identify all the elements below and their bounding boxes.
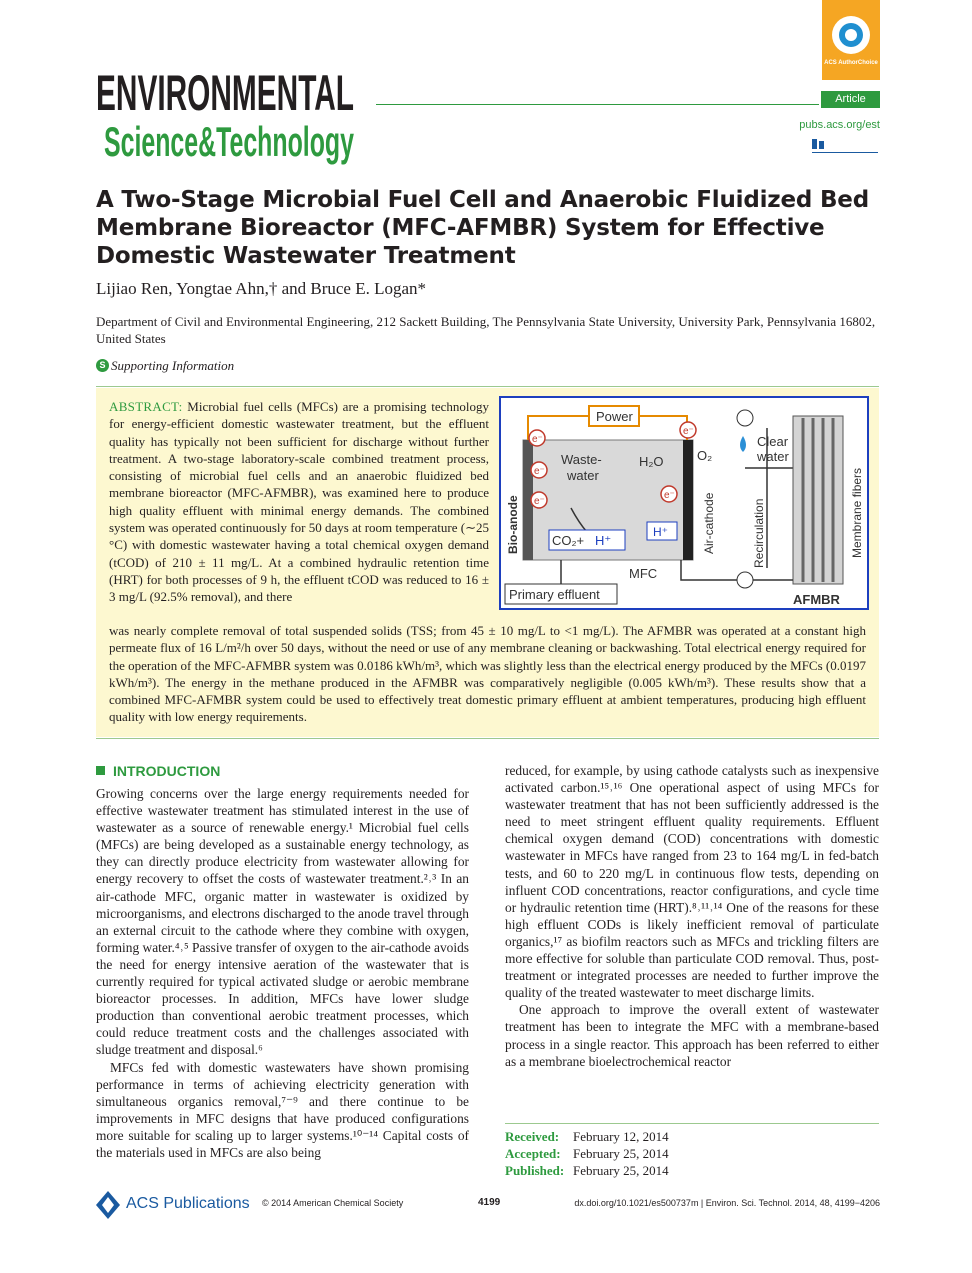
acs-logo-icon[interactable] (96, 1191, 120, 1219)
article-type-tag: Article (821, 91, 880, 108)
toc-air-cathode: Air-cathode (702, 492, 716, 554)
intro-paragraph-2: MFCs fed with domestic wastewaters have shown promising performance in terms of achieving electricity generation with simultaneous organics removal,⁷⁻⁹ and there continue to be improvements in MFC designs that have produced configurations more suitable for scaling up to larger systems.¹⁰⁻¹⁴ Capital costs of the materials used in MFCs are also being (96, 1059, 469, 1160)
journal-logo (96, 62, 358, 166)
abstract-label: ABSTRACT: (109, 399, 183, 414)
toc-membrane-fibers: Membrane fibers (850, 467, 864, 558)
introduction-heading-text: INTRODUCTION (113, 763, 221, 779)
toc-h-plus-1: H⁺ (595, 533, 612, 548)
heading-square-icon (96, 766, 105, 775)
abstract-top-rule (96, 386, 879, 387)
article-title: A Two-Stage Microbial Fuel Cell and Anaerobic Fluidized Bed Membrane Bioreactor (MFC-AFMBR) System for Effective Domestic Wastewater Treatment (96, 187, 869, 269)
section-heading-introduction (96, 763, 220, 779)
right-column (505, 762, 879, 1070)
toc-wastewater-2: water (567, 468, 599, 483)
toc-mfc: MFC (629, 566, 658, 581)
affiliation: Department of Civil and Environmental Engineering, 212 Sackett Building, The Pennsylvania State University, University Park, Pennsylvania 16802, United States (96, 314, 876, 346)
toc-bio-anode: Bio-anode (506, 495, 520, 554)
abstract-box (96, 388, 879, 737)
supporting-info-icon[interactable]: S (96, 359, 109, 372)
abstract-text-part1: Microbial fuel cells (MFCs) are a promising technology for energy-efficient domestic wastewater treatment, but the effluent quality has typically not been sufficient for discharge without further treatment. A two-stage laboratory-scale combined treatment process, consisting of microbial fuel cells and an anaerobic fluidized bed membrane bioreactor (MFC-AFMBR), was examined here to produce high quality effluent with minimal energy demands. The combined system was operated continuously for 50 days at room temperature (∼25 °C) with domestic wastewater having a total chemical oxygen demand (tCOD) of 210 ± 11 mg/L. At a combined hydraulic retention time (HRT) for both processes of 9 h, the effluent tCOD was reduced to 16 ± 3 mg/L (92.5% removal), and there (109, 399, 489, 605)
toc-h2o: H₂O (639, 454, 664, 469)
toc-recirculation: Recirculation (752, 498, 766, 568)
page-number: 4199 (478, 1197, 501, 1208)
badge-label: ACS AuthorChoice (824, 60, 878, 66)
supporting-info-link[interactable]: Supporting Information (111, 358, 235, 373)
publication-dates (505, 1128, 879, 1179)
toc-h-plus-2: H⁺ (653, 525, 668, 539)
toc-graphic (499, 396, 869, 610)
acs-publications-link[interactable]: ACS Publications (126, 1195, 250, 1212)
toc-electron-2: e⁻ (683, 426, 694, 437)
toc-electron-5: e⁻ (664, 490, 675, 501)
intro-paragraph-1: Growing concerns over the large energy requirements needed for effective wastewater treatment has stimulated interest in the use of wastewater as a source of renewable energy.¹ Microbial fuel cells (MFCs) are being developed as a sustainable energy technology, as they can directly produce electricity from wastewater allowing for energy recovery to offset the costs of wastewater treatment.²˒³ In an air-cathode MFC, organic matter in wastewater is oxidized by microorganisms, and electrons discharged to the anode travel through an external circuit to the cathode where they combine with oxygen, forming water.⁴˒⁵ Passive transfer of oxygen to the air-cathode avoids the need for energy intensive aeration of the wastewater that is currently required for typical activated sludge or aerobic membrane bioreactor processes. In addition, MFCs have lower sludge production than conventional aerobic treatment processes, which could reduce treatment costs and the challenges associated with sludge treatment and disposal.⁶ (96, 786, 469, 1058)
intro-paragraph-4: One approach to improve the overall extent of wastewater treatment has been to integrate the MFC with a membrane-based process in a single reactor. This approach has been referred to either as a membrane bioelectrochemical reactor (505, 1002, 879, 1069)
left-column (96, 785, 469, 1161)
toc-co2-h: CO₂+ (552, 533, 585, 548)
toc-clear-water: water (757, 449, 789, 464)
toc-power-label: Power (596, 409, 633, 424)
dates-rule (505, 1123, 879, 1124)
doi-citation-link[interactable]: dx.doi.org/10.1021/es500737m | Environ. Sci. Technol. 2014, 48, 4199−4206 (574, 1198, 880, 1208)
copyright: © 2014 American Chemical Society (262, 1198, 404, 1208)
journal-logo-line1: ENVIRONMENTAL (96, 65, 354, 121)
journal-url-link[interactable]: pubs.acs.org/est (799, 119, 880, 131)
toc-electron-3: e⁻ (534, 466, 545, 477)
toc-electron-4: e⁻ (534, 496, 545, 507)
received-date-row: Received: February 12, 2014 (505, 1129, 669, 1144)
abstract-text-part2: was nearly complete removal of total suspended solids (TSS; from 45 ± 10 mg/L to <1 mg/L). The AFMBR was operated at a constant high permeate flux of 16 L/m²/h over 50 days, without the need or use of any membrane cleaning or backwashing. Total electrical energy required for the operation of the MFC-AFMBR system was 0.0186 kWh/m³, which was slightly less than the electrical energy produced by the MFCs (0.0197 kWh/m³). The energy in the methane produced in the AFMBR was comparatively negligible (0.005 kWh/m³). These results show that a combined MFC-AFMBR system could be used to effectively treat domestic primary effluent at ambient temperatures, producing high effluent quality with low energy requirements. (109, 623, 866, 725)
abstract-text-wrapped (109, 398, 489, 606)
toc-primary-effluent: Primary effluent (509, 587, 600, 602)
abstract-bottom-rule (96, 738, 879, 739)
toc-electron-1: e⁻ (532, 434, 543, 445)
intro-paragraph-3: reduced, for example, by using cathode catalysts such as inexpensive activated carbon.¹⁵˒¹⁶ One operational aspect of using MFCs for wastewater treatment that has not been sufficiently addressed is the need to meet stringent effluent quality requirements. Effluent chemical oxygen demand (COD) concentrations with domestic wastewater in MFCs have ranged from 23 to 164 mg/L in fed-batch tests, and 60 to 220 mg/L in continuous flow tests, depending on influent COD concentrations, reactor configurations, and cycle time or hydraulic retention time (HRT).⁸˒¹¹˒¹⁴ One of the reasons for these high effluent CODs is likely inefficient removal of particulate organics,¹⁷ as biofilm reactors such as MFCs and trickling filters are more effective for soluble than particulate COD removal. Thus, post-treatment or integrated processes are needed to further improve the quality of the treated wastewater to meet discharge limits. (505, 763, 879, 1001)
header-rule (376, 104, 819, 105)
acs-authorchoice-badge[interactable] (822, 0, 880, 80)
toc-afmbr: AFMBR (793, 592, 840, 607)
accepted-date-row: Accepted: February 25, 2014 (505, 1146, 669, 1161)
terms-rule (812, 152, 878, 153)
journal-logo-line2: Science&Technology (104, 118, 355, 165)
published-date-row: Published: February 25, 2014 (505, 1163, 669, 1178)
terms-of-use-icon[interactable] (812, 139, 824, 151)
author-list: Lijiao Ren, Yongtae Ahn,† and Bruce E. Logan* (96, 279, 427, 298)
toc-clear: Clear (757, 434, 789, 449)
toc-o2: O₂ (697, 448, 713, 463)
toc-wastewater-1: Waste- (561, 452, 602, 467)
